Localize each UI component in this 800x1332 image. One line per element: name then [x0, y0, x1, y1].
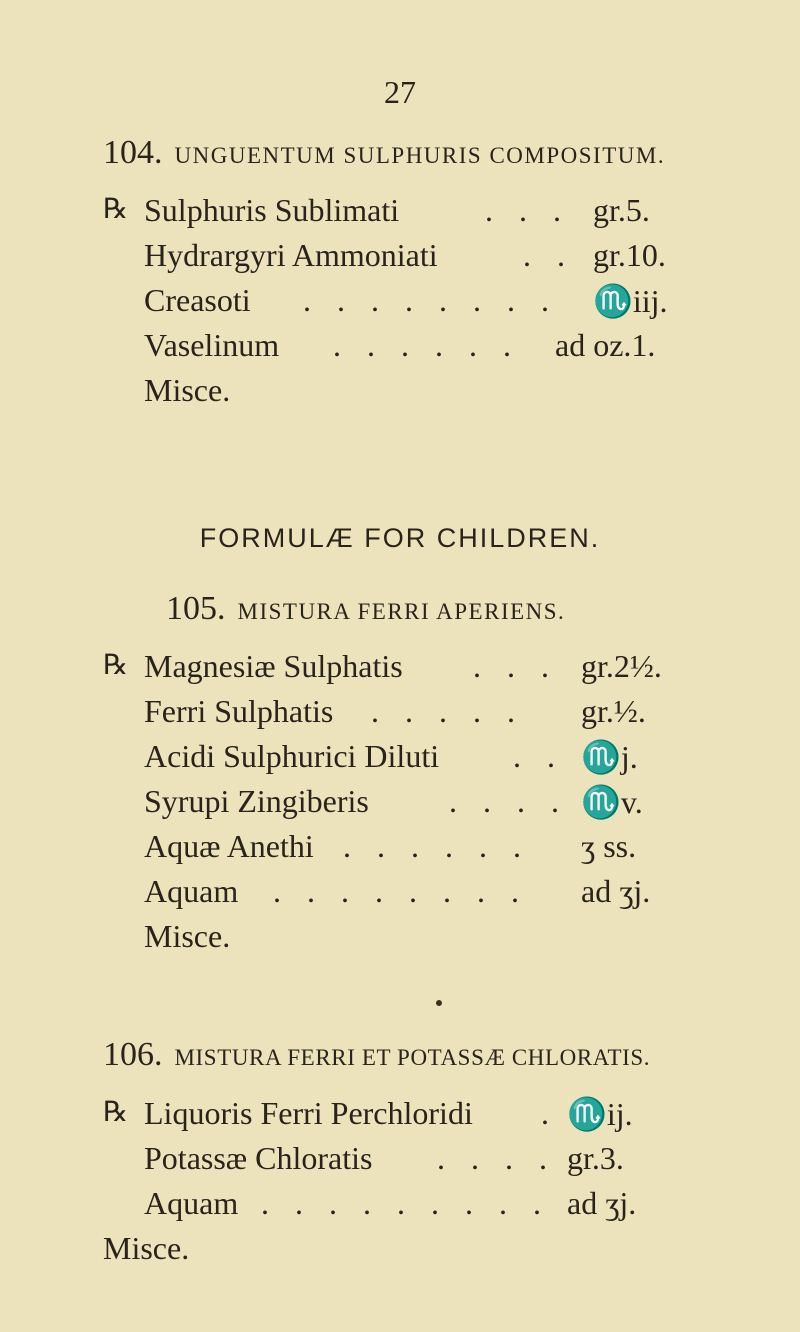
ingredient-amount: ʒ ss. — [581, 828, 637, 864]
ingredient-name: Aquam — [144, 873, 239, 909]
recipe-104-ingredient-row — [103, 282, 723, 322]
recipe-104-ingredient-row — [103, 192, 723, 232]
ingredient-amount: gr.3. — [567, 1140, 624, 1176]
ingredient-name: Potassæ Chloratis — [144, 1140, 373, 1176]
recipe-106-misce: Misce. — [103, 1230, 190, 1266]
leader-dots: . . — [513, 738, 564, 774]
ingredient-amount: gr.½. — [581, 693, 646, 729]
ingredient-name: Magnesiæ Sulphatis — [144, 648, 403, 684]
ingredient-amount: ad ʒj. — [581, 873, 651, 909]
ink-blot — [436, 1000, 442, 1006]
recipe-106-heading — [103, 1036, 650, 1074]
leader-dots: . . . . . . — [343, 828, 530, 864]
ingredient-amount: ad oz.1. — [555, 327, 656, 363]
recipe-106-ingredient-row — [103, 1185, 723, 1225]
recipe-105-ingredient-row — [103, 783, 723, 823]
ingredient-amount: gr.5. — [593, 192, 650, 228]
ingredient-amount: ♏v. — [581, 784, 643, 820]
leader-dots: . . . . — [449, 783, 568, 819]
recipe-105-ingredient-row — [103, 738, 723, 778]
prescription-icon: ℞ — [103, 1095, 129, 1128]
ingredient-amount: ♏j. — [581, 739, 638, 775]
recipe-104-heading — [103, 134, 665, 172]
recipe-104-misce: Misce. — [144, 372, 231, 408]
leader-dots: . — [541, 1095, 558, 1131]
prescription-icon: ℞ — [103, 192, 129, 225]
prescription-icon: ℞ — [103, 648, 129, 681]
page-number: 27 — [384, 74, 416, 110]
recipe-106-ingredient-row — [103, 1140, 723, 1180]
ingredient-amount: gr.2½. — [581, 648, 662, 684]
recipe-105-ingredient-row — [103, 873, 723, 913]
recipe-104-number: 104. — [103, 134, 163, 171]
ingredient-amount: ad ʒj. — [567, 1185, 637, 1221]
ingredient-amount: ♏ij. — [567, 1096, 633, 1132]
recipe-104-ingredient-row — [103, 327, 723, 367]
leader-dots: . . — [523, 237, 574, 273]
ingredient-name: Hydrargyri Ammoniati — [144, 237, 438, 273]
ingredient-name: Acidi Sulphurici Diluti — [144, 738, 440, 774]
recipe-106-number: 106. — [103, 1036, 163, 1073]
ingredient-name: Sulphuris Sublimati — [144, 192, 400, 228]
ingredient-name: Aquæ Anethi — [144, 828, 314, 864]
ingredient-name: Vaselinum — [144, 327, 280, 363]
recipe-104-ingredient-row — [103, 237, 723, 277]
ingredient-name: Aquam — [144, 1185, 239, 1221]
ingredient-name: Creasoti — [144, 282, 251, 318]
recipe-105-title: MISTURA FERRI APERIENS. — [237, 599, 566, 624]
ingredient-name: Syrupi Zingiberis — [144, 783, 369, 819]
recipe-105-number: 105. — [166, 590, 226, 627]
recipe-105-misce: Misce. — [144, 918, 231, 954]
recipe-105-ingredient-row — [103, 828, 723, 868]
leader-dots: . . . . — [437, 1140, 556, 1176]
recipe-105-ingredient-row — [103, 648, 723, 688]
leader-dots: . . . . . . — [333, 327, 520, 363]
leader-dots: . . . — [473, 648, 558, 684]
ingredient-name: Liquoris Ferri Perchloridi — [144, 1095, 473, 1131]
leader-dots: . . . . . . . . — [273, 873, 528, 909]
recipe-104-title: UNGUENTUM SULPHURIS COMPOSITUM. — [174, 143, 666, 168]
ingredient-amount: gr.10. — [593, 237, 666, 273]
leader-dots: . . . . . . . . . — [261, 1185, 550, 1221]
leader-dots: . . . — [485, 192, 570, 228]
recipe-106-title: MISTURA FERRI ET POTASSÆ CHLORATIS. — [174, 1045, 651, 1070]
ingredient-amount: ♏iij. — [593, 283, 668, 319]
section-title: FORMULÆ FOR CHILDREN. — [199, 523, 601, 553]
leader-dots: . . . . . — [371, 693, 524, 729]
leader-dots: . . . . . . . . — [303, 282, 558, 318]
ingredient-name: Ferri Sulphatis — [144, 693, 334, 729]
recipe-105-heading — [166, 590, 565, 628]
recipe-106-ingredient-row — [103, 1095, 723, 1135]
recipe-105-ingredient-row — [103, 693, 723, 733]
